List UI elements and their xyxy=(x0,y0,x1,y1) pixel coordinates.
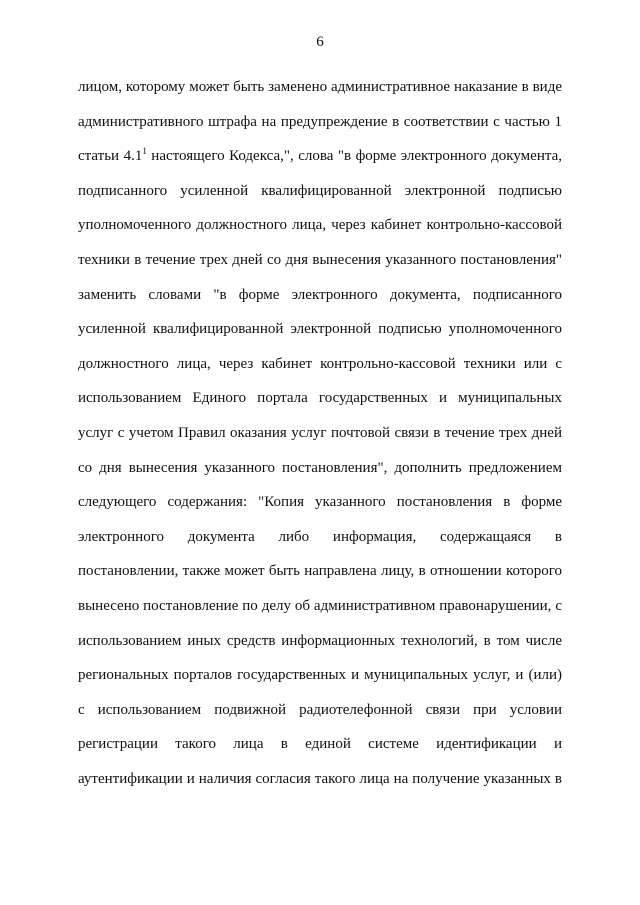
text-line: уполномоченного должностного лица, через кабинет контрольно-кассовой xyxy=(78,217,562,234)
text-line: региональных порталов государственных и муниципальных услуг, и (или) xyxy=(78,667,562,684)
text-fragment: статьи 4.1 xyxy=(78,148,143,165)
text-line: техники в течение трех дней со дня вынесения указанного постановления" xyxy=(78,251,562,268)
text-line: регистрации такого лица в единой системе идентификации и xyxy=(78,736,562,753)
text-line: электронного документа либо информация, содержащаяся в xyxy=(78,528,562,545)
text-fragment: настоящего Кодекса,", слова "в форме электронного документа, xyxy=(146,148,562,165)
text-line: со дня вынесения указанного постановления", дополнить предложением xyxy=(78,459,562,476)
text-line: услуг с учетом Правил оказания услуг почтовой связи в течение трех дней xyxy=(78,424,562,441)
text-line: административного штрафа на предупреждение в соответствии с частью 1 xyxy=(78,113,562,130)
text-line: аутентификации и наличия согласия такого лица на получение указанных в xyxy=(78,770,562,787)
text-line: следующего содержания: "Копия указанного постановления в форме xyxy=(78,494,562,511)
text-line: с использованием подвижной радиотелефонной связи при условии xyxy=(78,701,562,718)
text-line: заменить словами "в форме электронного документа, подписанного xyxy=(78,286,562,303)
text-line: подписанного усиленной квалифицированной электронной подписью xyxy=(78,182,562,199)
text-line: усиленной квалифицированной электронной подписью уполномоченного xyxy=(78,321,562,338)
text-line: должностного лица, через кабинет контрольно-кассовой техники или с xyxy=(78,355,562,372)
body-text xyxy=(78,70,562,796)
text-line xyxy=(78,139,562,174)
superscript-index: 1 xyxy=(142,146,147,157)
text-line: лицом, которому может быть заменено административное наказание в виде xyxy=(78,79,562,95)
text-line: вынесено постановление по делу об административном правонарушении, с xyxy=(78,597,562,614)
text-line: постановлении, также может быть направлена лицу, в отношении которого xyxy=(78,563,562,580)
text-line: использованием Единого портала государственных и муниципальных xyxy=(78,390,562,407)
page-number: 6 xyxy=(316,34,324,50)
text-line: использованием иных средств информационных технологий, в том числе xyxy=(78,632,562,649)
